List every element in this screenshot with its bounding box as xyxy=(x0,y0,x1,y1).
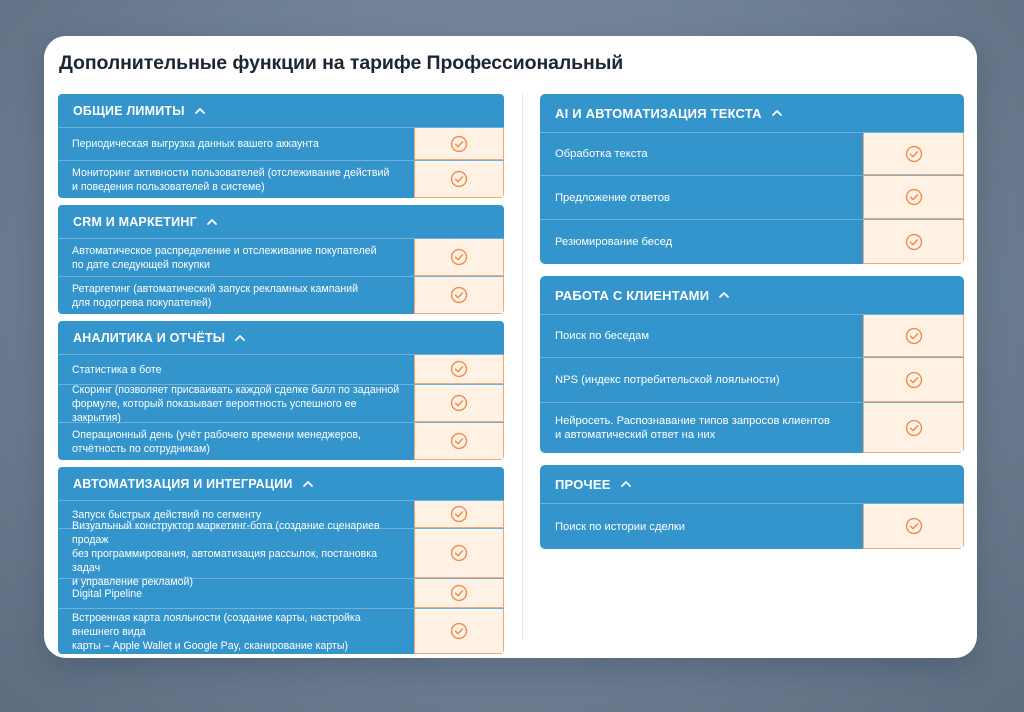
section-header[interactable] xyxy=(540,465,964,503)
checkmark-circle-icon xyxy=(905,145,923,163)
section-header[interactable] xyxy=(540,94,964,132)
feature-row xyxy=(540,357,964,402)
feature-label: Визуальный конструктор маркетинг-бота (создание сценариев продаж без программирования, автоматизация рассылок, постановка задач и управление рекламой) xyxy=(72,519,380,588)
feature-section xyxy=(58,321,504,460)
feature-row xyxy=(58,160,504,198)
feature-row xyxy=(540,503,964,549)
included-check-cell xyxy=(414,161,504,198)
included-check-cell xyxy=(414,501,504,528)
included-check-cell xyxy=(414,239,504,276)
feature-label: Обработка текста xyxy=(555,148,648,160)
checkmark-circle-icon xyxy=(450,584,468,602)
section-header[interactable] xyxy=(58,321,504,354)
chevron-up-icon[interactable] xyxy=(205,217,219,227)
checkmark-circle-icon xyxy=(450,432,468,450)
chevron-up-icon[interactable] xyxy=(619,479,633,489)
included-check-cell xyxy=(414,355,504,384)
included-check-cell xyxy=(863,358,964,402)
section-title: ОБЩИЕ ЛИМИТЫ xyxy=(73,103,185,118)
feature-row xyxy=(540,175,964,219)
included-check-cell xyxy=(414,423,504,460)
section-header[interactable] xyxy=(58,467,504,500)
included-check-cell xyxy=(863,176,964,219)
feature-row xyxy=(58,238,504,276)
checkmark-circle-icon xyxy=(450,622,468,640)
feature-label: Предложение ответов xyxy=(555,191,670,204)
included-check-cell xyxy=(863,504,964,549)
page-title: Дополнительные функции на тарифе Профессиональный xyxy=(59,52,624,74)
feature-label: Поиск по истории сделки xyxy=(555,520,686,533)
included-check-cell xyxy=(863,403,964,453)
feature-row xyxy=(58,354,504,384)
feature-section xyxy=(58,94,504,198)
feature-label: Нейросеть. Распознавание типов запросов клиентов и автоматический ответ на них xyxy=(555,415,830,441)
checkmark-circle-icon xyxy=(905,233,923,251)
feature-label: Операционный день (учёт рабочего времени менеджеров, отчётность по сотрудникам) xyxy=(72,428,362,455)
section-header[interactable] xyxy=(540,276,964,314)
checkmark-circle-icon xyxy=(905,188,923,206)
chevron-up-icon[interactable] xyxy=(770,108,784,118)
feature-section xyxy=(540,94,964,264)
included-check-cell xyxy=(414,529,504,578)
section-title: РАБОТА С КЛИЕНТАМИ xyxy=(555,287,710,303)
feature-section xyxy=(540,465,964,549)
included-check-cell xyxy=(414,579,504,608)
included-check-cell xyxy=(863,220,964,264)
feature-row xyxy=(540,132,964,175)
included-check-cell xyxy=(414,277,504,314)
section-title: AI И АВТОМАТИЗАЦИЯ ТЕКСТА xyxy=(555,105,762,121)
feature-label: Поиск по беседам xyxy=(555,330,650,342)
feature-label: Резюмирование бесед xyxy=(555,236,673,248)
section-header[interactable] xyxy=(58,205,504,238)
feature-row xyxy=(58,276,504,314)
feature-row xyxy=(540,219,964,264)
section-title: АВТОМАТИЗАЦИЯ И ИНТЕГРАЦИИ xyxy=(73,476,293,491)
feature-row xyxy=(58,384,504,422)
checkmark-circle-icon xyxy=(905,371,923,389)
feature-label: Запуск быстрых действий по сегменту xyxy=(72,508,262,521)
section-title: ПРОЧЕЕ xyxy=(555,476,611,492)
feature-label: Автоматическое распределение и отслеживание покупателей по дате следующей покупки xyxy=(72,244,377,271)
feature-label: Статистика в боте xyxy=(72,363,162,376)
chevron-up-icon[interactable] xyxy=(301,479,315,489)
feature-label: Digital Pipeline xyxy=(72,587,143,600)
right-column xyxy=(540,94,964,561)
checkmark-circle-icon xyxy=(450,248,468,266)
chevron-up-icon[interactable] xyxy=(717,290,731,300)
included-check-cell xyxy=(414,128,504,160)
column-divider xyxy=(522,94,523,640)
section-title: АНАЛИТИКА И ОТЧЁТЫ xyxy=(73,330,226,345)
section-title: CRM И МАРКЕТИНГ xyxy=(73,214,197,229)
feature-label: Встроенная карта лояльности (создание карты, настройка внешнего вида карты – Apple Wallet и Google Pay, сканирование карты) xyxy=(72,611,361,652)
feature-label: Ретаргетинг (автоматический запуск рекламных кампаний для подогрева покупателей) xyxy=(72,282,359,309)
included-check-cell xyxy=(863,133,964,175)
checkmark-circle-icon xyxy=(450,286,468,304)
checkmark-circle-icon xyxy=(450,170,468,188)
feature-label: Периодическая выгрузка данных вашего аккаунта xyxy=(72,138,319,150)
feature-label: Мониторинг активности пользователей (отслеживание действий и поведения пользователей в системе) xyxy=(72,166,390,193)
feature-row xyxy=(58,422,504,460)
feature-row xyxy=(58,608,504,654)
checkmark-circle-icon xyxy=(905,419,923,437)
checkmark-circle-icon xyxy=(450,505,468,523)
feature-label: NPS (индекс потребительской лояльности) xyxy=(555,374,780,386)
section-header[interactable] xyxy=(58,94,504,127)
checkmark-circle-icon xyxy=(450,394,468,412)
feature-section xyxy=(58,467,504,654)
chevron-up-icon[interactable] xyxy=(233,333,247,343)
included-check-cell xyxy=(414,609,504,654)
feature-row xyxy=(540,402,964,453)
feature-label: Скоринг (позволяет присваивать каждой сделке балл по заданной формуле, который показывает вероятность успешного ее закрытия) xyxy=(72,383,400,424)
checkmark-circle-icon xyxy=(905,327,923,345)
features-card xyxy=(44,36,977,658)
left-column xyxy=(58,94,504,661)
feature-row xyxy=(58,127,504,160)
feature-row xyxy=(58,578,504,608)
checkmark-circle-icon xyxy=(905,517,923,535)
feature-section xyxy=(540,276,964,453)
checkmark-circle-icon xyxy=(450,544,468,562)
chevron-up-icon[interactable] xyxy=(193,106,207,116)
feature-row xyxy=(540,314,964,357)
feature-row xyxy=(58,519,504,588)
feature-section xyxy=(58,205,504,314)
included-check-cell xyxy=(863,315,964,357)
checkmark-circle-icon xyxy=(450,135,468,153)
checkmark-circle-icon xyxy=(450,360,468,378)
included-check-cell xyxy=(414,385,504,422)
